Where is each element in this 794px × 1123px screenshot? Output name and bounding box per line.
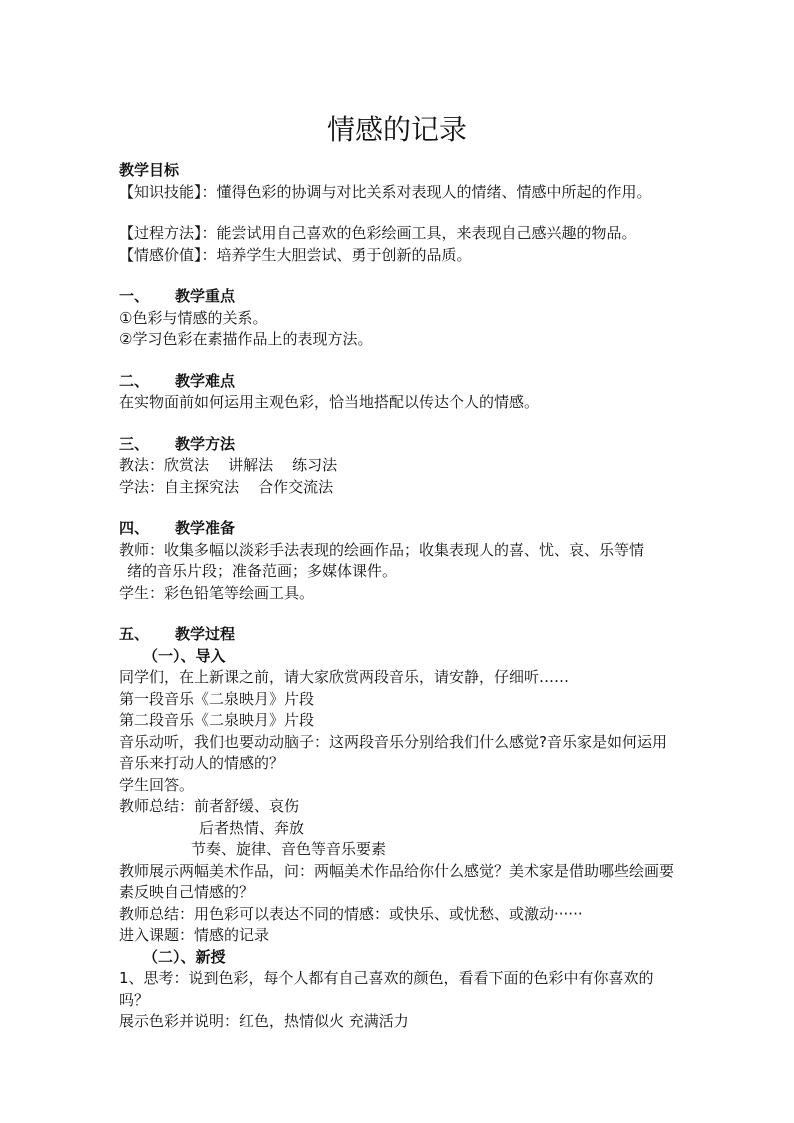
teacher-summary: 教师总结：前者舒缓、哀伤 <box>119 797 300 815</box>
page-title: 情感的记录 <box>326 113 467 146</box>
objective-process: 【过程方法】：能尝试用自己喜欢的色彩绘画工具，来表现自己感兴趣的物品。 <box>119 224 637 242</box>
music-question: 音乐动听，我们也要动动脑子：这两段音乐分别给我们什么感觉?音乐家是如何运用音乐来打动人的情感的？ <box>119 732 667 772</box>
section-number: 五、 <box>119 625 150 643</box>
teacher-summary-cont: 后者热情、奔放 <box>199 818 305 837</box>
section-title: 教学重点 <box>175 287 236 305</box>
spacer <box>119 351 681 371</box>
key-point-item: ②学习色彩在素描作品上的表现方法。 <box>119 330 373 348</box>
teacher-summary-2: 教师总结：用色彩可以表达不同的情感：或快乐、或忧愁、或激动······ <box>119 904 583 923</box>
intro-line: 第一段音乐《二泉映月》片段 <box>119 689 315 708</box>
section-number: 三、 <box>119 434 150 453</box>
objective-emotion: 【情感价值】：培养学生大胆尝试、勇于创新的品质。 <box>119 245 472 264</box>
student-answer: 学生回答。 <box>119 775 195 794</box>
art-question: 教师展示两幅美术作品，问：两幅美术作品给你什么感觉？美术家是借助哪些绘画要素反映自己情感的？ <box>119 861 675 901</box>
intro-line: 同学们，在上新课之前，请大家欣赏两段音乐，请安静，仔细听…… <box>119 668 570 686</box>
section-title: 教学方法 <box>175 434 236 453</box>
difficulties-text: 在实物面前如何运用主观色彩，恰当地搭配以传达个人的情感。 <box>119 393 540 411</box>
teacher-summary-cont: 节奏、旋律、音色等音乐要素 <box>191 840 387 858</box>
spacer <box>119 203 681 223</box>
enter-topic: 进入课题：情感的记录 <box>119 926 270 944</box>
intro-line: 第二段音乐《二泉映月》片段 <box>119 711 315 729</box>
section-title: 教学准备 <box>175 519 236 537</box>
spacer <box>119 266 681 286</box>
section-title: 教学难点 <box>175 371 236 390</box>
teacher-preparation: 教师：收集多幅以淡彩手法表现的绘画作品；收集表现人的喜、忧、哀、乐等情 <box>119 540 645 559</box>
section-number: 四、 <box>119 519 150 537</box>
difficulties-heading <box>119 371 681 393</box>
show-colors: 展示色彩并说明：红色，热情似火 充满活力 <box>119 1012 409 1030</box>
objective-knowledge: 【知识技能】：懂得色彩的协调与对比关系对表现人的情绪、情感中所起的作用。 <box>119 182 652 201</box>
process-heading <box>119 624 681 646</box>
intro-heading: （一）、导入 <box>143 646 226 665</box>
section-title: 教学过程 <box>175 625 236 643</box>
preparation-heading <box>119 518 681 540</box>
teaching-methods: 教法：欣赏法 讲解法 练习法 <box>119 456 338 474</box>
section-number: 一、 <box>119 287 150 305</box>
teacher-preparation-cont: 绪的音乐片段；准备范画；多媒体课件。 <box>127 562 398 580</box>
spacer <box>119 498 681 518</box>
methods-heading <box>119 434 681 456</box>
objectives-heading: 教学目标 <box>119 161 180 179</box>
spacer <box>119 604 681 624</box>
spacer <box>119 414 681 434</box>
key-point-item: ①色彩与情感的关系。 <box>119 308 268 327</box>
document-body <box>119 160 681 1033</box>
new-lesson-heading: （二）、新授 <box>143 947 226 966</box>
key-points-heading <box>119 286 681 308</box>
learning-methods: 学法：自主探究法 合作交流法 <box>119 477 334 496</box>
section-number: 二、 <box>119 371 150 390</box>
student-preparation: 学生：彩色铅笔等绘画工具。 <box>119 583 315 602</box>
think-question: 1、思考：说到色彩，每个人都有自己喜欢的颜色，看看下面的色彩中有你喜欢的吗？ <box>119 969 654 1009</box>
